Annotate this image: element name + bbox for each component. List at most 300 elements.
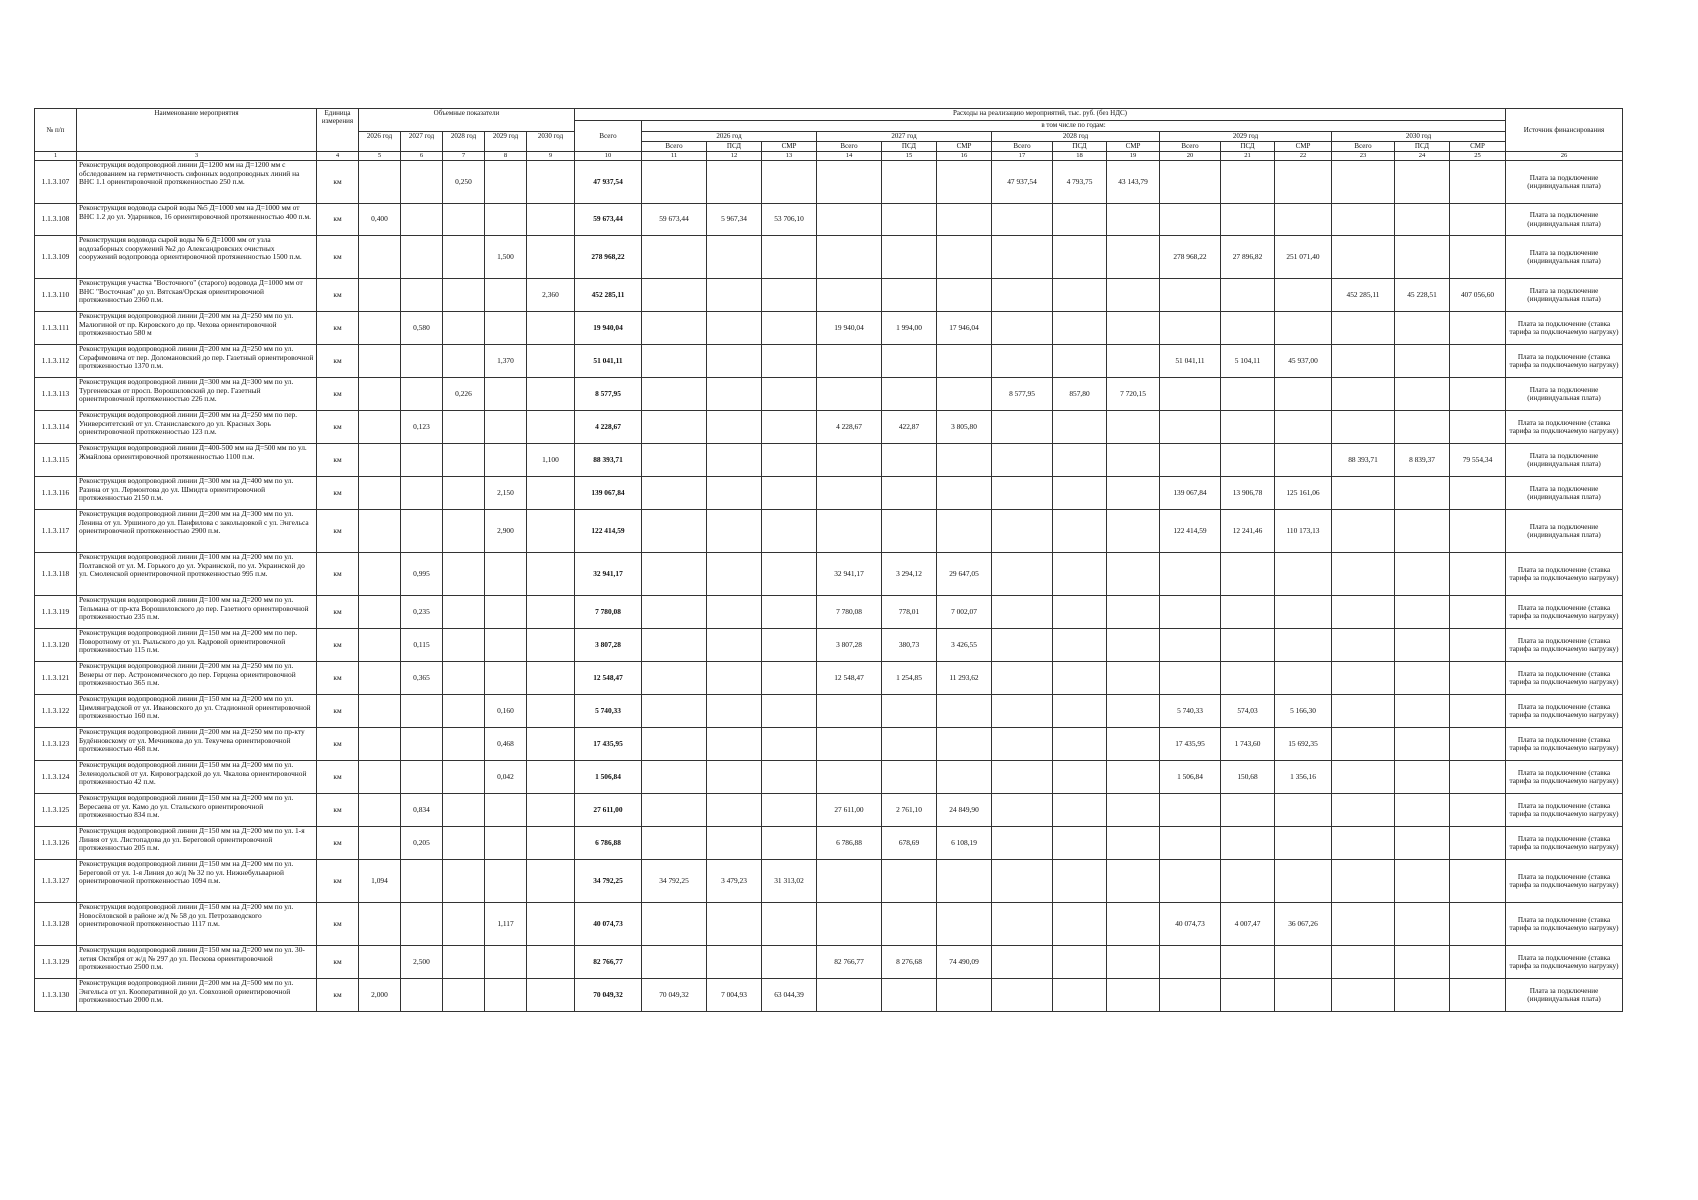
volume-cell [485, 860, 527, 903]
measure-name: Реконструкция водовода сырой воды № 6 Д=1000 мм от узла водозаборных сооружений №2 до Александровских очистных сооружений водопровода ориентировочной протяженностью 1500 п.м. [77, 236, 317, 279]
year-cost-cell [1332, 946, 1395, 979]
row-number: 1.1.3.114 [35, 411, 77, 444]
year-cost-cell [1221, 444, 1275, 477]
year-cost-cell [1053, 979, 1107, 1012]
funding-source: Плата за подключение (ставка тарифа за подключаемую нагрузку) [1506, 312, 1623, 345]
year-cost-cell [1221, 946, 1275, 979]
volume-cell [401, 345, 443, 378]
year-cost-cell [1450, 477, 1506, 510]
year-cost-cell [1332, 161, 1395, 204]
volume-cell [443, 279, 485, 312]
unit-cell: км [317, 596, 359, 629]
volume-cell: 0,400 [359, 204, 401, 236]
year-cost-cell [1450, 510, 1506, 553]
row-number: 1.1.3.109 [35, 236, 77, 279]
year-cost-cell: 7 780,08 [817, 596, 882, 629]
row-number: 1.1.3.121 [35, 662, 77, 695]
volume-cell [401, 236, 443, 279]
year-cost-cell [1332, 204, 1395, 236]
year-cost-cell [817, 378, 882, 411]
year-cost-cell [1053, 477, 1107, 510]
document-sheet [34, 108, 1623, 1012]
year-cost-cell: 5 967,34 [707, 204, 762, 236]
cost-sub-header: СМР [937, 142, 992, 152]
row-number: 1.1.3.115 [35, 444, 77, 477]
year-cost-cell [1275, 827, 1332, 860]
year-cost-cell [707, 411, 762, 444]
column-number: 7 [443, 152, 485, 161]
year-cost-cell [1160, 979, 1221, 1012]
year-cost-cell: 59 673,44 [642, 204, 707, 236]
volume-cell [485, 204, 527, 236]
cost-sub-header: ПСД [1395, 142, 1450, 152]
year-cost-cell [1053, 946, 1107, 979]
year-cost-cell [1053, 236, 1107, 279]
year-cost-cell [1053, 728, 1107, 761]
volume-cell [359, 236, 401, 279]
year-cost-cell [1160, 662, 1221, 695]
year-cost-cell [1395, 860, 1450, 903]
measure-name: Реконструкция водопроводной линии Д=200 мм на Д=300 мм по ул. Ленина от ул. Уршиного до ул. Панфилова с закольцовкой с ул. Энгельса ориентировочной протяженностью 2900 п.м. [77, 510, 317, 553]
year-cost-cell [707, 827, 762, 860]
year-cost-cell [1221, 161, 1275, 204]
year-cost-cell [707, 510, 762, 553]
year-cost-cell [762, 553, 817, 596]
year-cost-cell [1332, 728, 1395, 761]
table-row [35, 695, 1623, 728]
year-cost-cell [1275, 979, 1332, 1012]
year-cost-cell [882, 279, 937, 312]
year-cost-cell: 40 074,73 [1160, 903, 1221, 946]
cost-year-header: 2029 год [1160, 132, 1332, 142]
year-cost-cell: 5 740,33 [1160, 695, 1221, 728]
funding-source: Плата за подключение (ставка тарифа за подключаемую нагрузку) [1506, 596, 1623, 629]
measure-name: Реконструкция водопроводной линии Д=150 мм на Д=200 мм по ул. Цимлянградской от ул. Ивановского до ул. Стадионной ориентировочной протяженностью 160 п.м. [77, 695, 317, 728]
year-cost-cell [1275, 553, 1332, 596]
cost-sub-header: СМР [762, 142, 817, 152]
year-cost-cell [1450, 761, 1506, 794]
year-cost-cell [642, 794, 707, 827]
measure-name: Реконструкция водопроводной линии Д=200 мм на Д=250 мм по пер. Университетский от ул. Станиславского до ул. Красных Зорь ориентировочной протяженностью 123 п.м. [77, 411, 317, 444]
volume-cell: 1,370 [485, 345, 527, 378]
year-cost-cell [882, 903, 937, 946]
year-cost-cell [1275, 629, 1332, 662]
volume-cell [527, 860, 575, 903]
unit-cell: км [317, 510, 359, 553]
year-cost-cell [642, 695, 707, 728]
year-cost-cell [1395, 827, 1450, 860]
column-number: 16 [937, 152, 992, 161]
volume-cell [485, 312, 527, 345]
year-cost-cell [1053, 629, 1107, 662]
volume-cell [359, 629, 401, 662]
year-cost-cell [992, 629, 1053, 662]
volume-cell [359, 728, 401, 761]
year-cost-cell [707, 477, 762, 510]
table-row [35, 553, 1623, 596]
year-cost-cell [1275, 794, 1332, 827]
volume-cell: 0,468 [485, 728, 527, 761]
col-source-header: Источник финансирования [1506, 109, 1623, 152]
table-row [35, 411, 1623, 444]
year-cost-cell [992, 662, 1053, 695]
year-cost-cell: 74 490,09 [937, 946, 992, 979]
measure-name: Реконструкция водопроводной линии Д=200 мм на Д=250 мм по ул. Венеры от пер. Астрономического до пер. Герцена ориентировочной протяженностью 365 п.м. [77, 662, 317, 695]
year-cost-cell [762, 444, 817, 477]
volume-cell [527, 345, 575, 378]
column-number: 11 [642, 152, 707, 161]
unit-cell: км [317, 553, 359, 596]
row-number: 1.1.3.118 [35, 553, 77, 596]
year-cost-cell [707, 161, 762, 204]
year-cost-cell: 45 228,51 [1395, 279, 1450, 312]
year-cost-cell [1332, 312, 1395, 345]
volume-cell [401, 728, 443, 761]
year-cost-cell: 1 254,85 [882, 662, 937, 695]
column-number: 1 [35, 152, 77, 161]
funding-source: Плата за подключение (индивидуальная плата) [1506, 161, 1623, 204]
year-cost-cell: 24 849,90 [937, 794, 992, 827]
year-cost-cell [1053, 827, 1107, 860]
row-number: 1.1.3.117 [35, 510, 77, 553]
year-cost-cell [1275, 204, 1332, 236]
volume-cell [527, 477, 575, 510]
measure-name: Реконструкция водопроводной линии Д=150 мм на Д=200 мм по пер. Поворотному от ул. Рыльского до ул. Кадровой ориентировочной протяженностью 115 п.м. [77, 629, 317, 662]
year-cost-cell [882, 695, 937, 728]
year-cost-cell [1450, 903, 1506, 946]
volume-cell: 0,365 [401, 662, 443, 695]
year-cost-cell: 6 786,88 [817, 827, 882, 860]
funding-source: Плата за подключение (индивидуальная плата) [1506, 204, 1623, 236]
year-cost-cell [707, 312, 762, 345]
volume-cell [359, 903, 401, 946]
volume-cell [443, 553, 485, 596]
volume-cell [443, 236, 485, 279]
col-unit-header: Единица измерения [317, 109, 359, 152]
funding-source: Плата за подключение (ставка тарифа за подключаемую нагрузку) [1506, 728, 1623, 761]
volume-cell [401, 477, 443, 510]
year-cost-cell [707, 695, 762, 728]
volume-cell: 2,150 [485, 477, 527, 510]
volume-cell [443, 596, 485, 629]
year-cost-cell [992, 979, 1053, 1012]
cost-sub-header: СМР [1275, 142, 1332, 152]
table-row [35, 345, 1623, 378]
year-cost-cell [817, 444, 882, 477]
year-cost-cell [1107, 279, 1160, 312]
volume-cell: 0,123 [401, 411, 443, 444]
total-cost-cell: 5 740,33 [575, 695, 642, 728]
year-cost-cell [992, 827, 1053, 860]
year-cost-cell [937, 860, 992, 903]
year-cost-cell [1332, 236, 1395, 279]
table-row [35, 378, 1623, 411]
funding-source: Плата за подключение (индивидуальная плата) [1506, 444, 1623, 477]
year-cost-cell: 45 937,00 [1275, 345, 1332, 378]
year-cost-cell: 110 173,13 [1275, 510, 1332, 553]
year-cost-cell [1275, 279, 1332, 312]
table-row [35, 629, 1623, 662]
volume-cell [443, 204, 485, 236]
year-cost-cell [1107, 794, 1160, 827]
volume-cell [443, 761, 485, 794]
volume-cell [485, 378, 527, 411]
year-cost-cell [1160, 553, 1221, 596]
table-row [35, 510, 1623, 553]
volume-cell [527, 695, 575, 728]
year-cost-cell: 31 313,02 [762, 860, 817, 903]
year-cost-cell [1160, 827, 1221, 860]
total-cost-cell: 27 611,00 [575, 794, 642, 827]
volume-cell: 0,235 [401, 596, 443, 629]
measure-name: Реконструкция водопроводной линии Д=200 мм на Д=500 мм по ул. Энгельса от ул. Кооперативной до ул. Совхозной ориентировочной протяженностью 2000 п.м. [77, 979, 317, 1012]
row-number: 1.1.3.116 [35, 477, 77, 510]
year-cost-cell [1395, 761, 1450, 794]
year-cost-cell [817, 761, 882, 794]
year-cost-cell [642, 378, 707, 411]
measure-name: Реконструкция водопроводной линии Д=150 мм на Д=200 мм по ул. 1-я Линия от ул. Листопадова до ул. Береговой ориентировочной протяженностью 205 п.м. [77, 827, 317, 860]
table-row [35, 728, 1623, 761]
year-cost-cell [882, 761, 937, 794]
funding-source: Плата за подключение (ставка тарифа за подключаемую нагрузку) [1506, 345, 1623, 378]
year-cost-cell: 3 426,55 [937, 629, 992, 662]
unit-cell: км [317, 695, 359, 728]
row-number: 1.1.3.122 [35, 695, 77, 728]
column-number: 14 [817, 152, 882, 161]
row-number: 1.1.3.111 [35, 312, 77, 345]
year-cost-cell [1332, 345, 1395, 378]
volume-cell [359, 477, 401, 510]
funding-source: Плата за подключение (ставка тарифа за подключаемую нагрузку) [1506, 827, 1623, 860]
column-number: 9 [527, 152, 575, 161]
total-cost-cell: 4 228,67 [575, 411, 642, 444]
volume-cell [359, 411, 401, 444]
volume-cell [485, 444, 527, 477]
year-cost-cell [1160, 161, 1221, 204]
year-cost-cell [1275, 312, 1332, 345]
year-cost-cell [762, 411, 817, 444]
year-cost-cell [1450, 946, 1506, 979]
volume-cell [359, 946, 401, 979]
measure-name: Реконструкция водопроводной линии Д=150 мм на Д=200 мм по ул. Зеленодольской от ул. Кировоградской до ул. Чкалова ориентировочной протяженностью 42 п.м. [77, 761, 317, 794]
row-number: 1.1.3.107 [35, 161, 77, 204]
year-cost-cell: 4 007,47 [1221, 903, 1275, 946]
year-cost-cell [1107, 444, 1160, 477]
row-number: 1.1.3.130 [35, 979, 77, 1012]
year-cost-cell: 678,69 [882, 827, 937, 860]
year-cost-cell [1160, 794, 1221, 827]
year-cost-cell [992, 903, 1053, 946]
year-cost-cell [1450, 161, 1506, 204]
unit-cell: км [317, 629, 359, 662]
year-cost-cell [992, 279, 1053, 312]
year-cost-cell [817, 161, 882, 204]
year-cost-cell [762, 477, 817, 510]
year-cost-cell: 53 706,10 [762, 204, 817, 236]
year-cost-cell: 12 241,46 [1221, 510, 1275, 553]
year-cost-cell [707, 728, 762, 761]
year-cost-cell [937, 695, 992, 728]
year-cost-cell: 3 807,28 [817, 629, 882, 662]
year-cost-cell [937, 728, 992, 761]
volume-cell [359, 345, 401, 378]
volume-cell [527, 411, 575, 444]
year-cost-cell [1221, 979, 1275, 1012]
year-cost-cell [882, 236, 937, 279]
volume-cell [443, 312, 485, 345]
column-number: 24 [1395, 152, 1450, 161]
year-cost-cell [1332, 979, 1395, 1012]
volume-cell [401, 761, 443, 794]
table-row [35, 161, 1623, 204]
year-cost-cell [707, 629, 762, 662]
year-cost-cell [937, 979, 992, 1012]
unit-cell: км [317, 378, 359, 411]
year-cost-cell [1332, 477, 1395, 510]
cost-sub-header: Всего [642, 142, 707, 152]
volume-cell [359, 378, 401, 411]
cost-year-header: 2026 год [642, 132, 817, 142]
year-cost-cell [642, 662, 707, 695]
volume-cell [527, 946, 575, 979]
year-cost-cell [1160, 596, 1221, 629]
volume-cell: 0,995 [401, 553, 443, 596]
year-cost-cell [992, 444, 1053, 477]
funding-source: Плата за подключение (индивидуальная плата) [1506, 279, 1623, 312]
year-cost-cell [882, 345, 937, 378]
funding-source: Плата за подключение (индивидуальная плата) [1506, 477, 1623, 510]
year-cost-cell [1450, 979, 1506, 1012]
volume-cell [443, 794, 485, 827]
year-cost-cell: 51 041,11 [1160, 345, 1221, 378]
year-cost-cell [1275, 596, 1332, 629]
year-cost-cell [992, 695, 1053, 728]
year-cost-cell [1053, 553, 1107, 596]
volume-cell [443, 477, 485, 510]
year-cost-cell: 15 692,35 [1275, 728, 1332, 761]
year-cost-cell [1221, 860, 1275, 903]
year-cost-cell: 47 937,54 [992, 161, 1053, 204]
year-cost-cell: 150,68 [1221, 761, 1275, 794]
year-cost-cell: 8 839,37 [1395, 444, 1450, 477]
volume-cell [527, 728, 575, 761]
volume-cell: 1,100 [527, 444, 575, 477]
volume-cell [527, 827, 575, 860]
year-cost-cell [1160, 946, 1221, 979]
table-row [35, 794, 1623, 827]
year-cost-cell [1395, 728, 1450, 761]
column-number: 3 [77, 152, 317, 161]
volume-cell [485, 662, 527, 695]
table-row [35, 444, 1623, 477]
year-cost-cell [707, 903, 762, 946]
unit-cell: км [317, 761, 359, 794]
year-cost-cell [1332, 596, 1395, 629]
year-cost-cell [992, 596, 1053, 629]
year-cost-cell [937, 345, 992, 378]
volume-cell [443, 903, 485, 946]
cost-sub-header: Всего [1160, 142, 1221, 152]
total-cost-cell: 122 414,59 [575, 510, 642, 553]
year-cost-cell [1450, 345, 1506, 378]
year-cost-cell: 34 792,25 [642, 860, 707, 903]
volume-cell: 2,900 [485, 510, 527, 553]
year-cost-cell: 5 166,30 [1275, 695, 1332, 728]
volume-cell [401, 903, 443, 946]
table-row [35, 204, 1623, 236]
total-cost-cell: 82 766,77 [575, 946, 642, 979]
year-cost-cell: 422,87 [882, 411, 937, 444]
measure-name: Реконструкция водопроводной линии Д=150 мм на Д=200 мм по ул. Новосёловской в районе ж/д № 58 до ул. Петрозаводского ориентировочной протяженностью 1117 п.м. [77, 903, 317, 946]
year-cost-cell: 778,01 [882, 596, 937, 629]
column-number: 18 [1053, 152, 1107, 161]
total-cost-cell: 139 067,84 [575, 477, 642, 510]
column-number: 22 [1275, 152, 1332, 161]
year-cost-cell [992, 510, 1053, 553]
year-cost-cell [642, 444, 707, 477]
unit-cell: км [317, 860, 359, 903]
year-cost-cell [1053, 662, 1107, 695]
volume-cell [359, 279, 401, 312]
volume-cell [401, 161, 443, 204]
table-row [35, 761, 1623, 794]
year-cost-cell: 82 766,77 [817, 946, 882, 979]
year-cost-cell [642, 312, 707, 345]
volume-cell [443, 411, 485, 444]
year-cost-cell [1395, 345, 1450, 378]
total-cost-cell: 12 548,47 [575, 662, 642, 695]
table-row [35, 596, 1623, 629]
year-cost-cell [992, 477, 1053, 510]
row-number: 1.1.3.125 [35, 794, 77, 827]
volume-cell [527, 903, 575, 946]
year-cost-cell [992, 411, 1053, 444]
year-cost-cell: 7 720,15 [1107, 378, 1160, 411]
unit-cell: км [317, 444, 359, 477]
volume-cell [485, 827, 527, 860]
table-row [35, 827, 1623, 860]
year-cost-cell [1107, 477, 1160, 510]
volume-cell [401, 510, 443, 553]
year-cost-cell [762, 279, 817, 312]
year-cost-cell [1160, 444, 1221, 477]
year-cost-cell [1450, 378, 1506, 411]
year-cost-cell [1107, 236, 1160, 279]
year-cost-cell [992, 236, 1053, 279]
year-cost-cell [642, 761, 707, 794]
table-row [35, 860, 1623, 903]
year-cost-cell [992, 946, 1053, 979]
volume-cell: 0,042 [485, 761, 527, 794]
year-cost-cell [1450, 728, 1506, 761]
volume-cell [527, 204, 575, 236]
row-number: 1.1.3.119 [35, 596, 77, 629]
funding-source: Плата за подключение (индивидуальная плата) [1506, 510, 1623, 553]
year-cost-cell: 5 104,11 [1221, 345, 1275, 378]
volume-cell: 2,360 [527, 279, 575, 312]
cost-year-header: 2027 год [817, 132, 992, 142]
year-cost-cell [762, 946, 817, 979]
year-cost-cell: 79 554,34 [1450, 444, 1506, 477]
year-cost-cell [1395, 695, 1450, 728]
year-cost-cell [762, 312, 817, 345]
unit-cell: км [317, 477, 359, 510]
measure-name: Реконструкция водопроводной линии Д=200 мм на Д=250 мм по пр-кту Будённовскому от ул. Мечникова до ул. Текучева ориентировочной протяженностью 468 п.м. [77, 728, 317, 761]
volume-cell [485, 553, 527, 596]
year-cost-cell [1395, 236, 1450, 279]
column-number: 8 [485, 152, 527, 161]
year-cost-cell: 27 896,82 [1221, 236, 1275, 279]
